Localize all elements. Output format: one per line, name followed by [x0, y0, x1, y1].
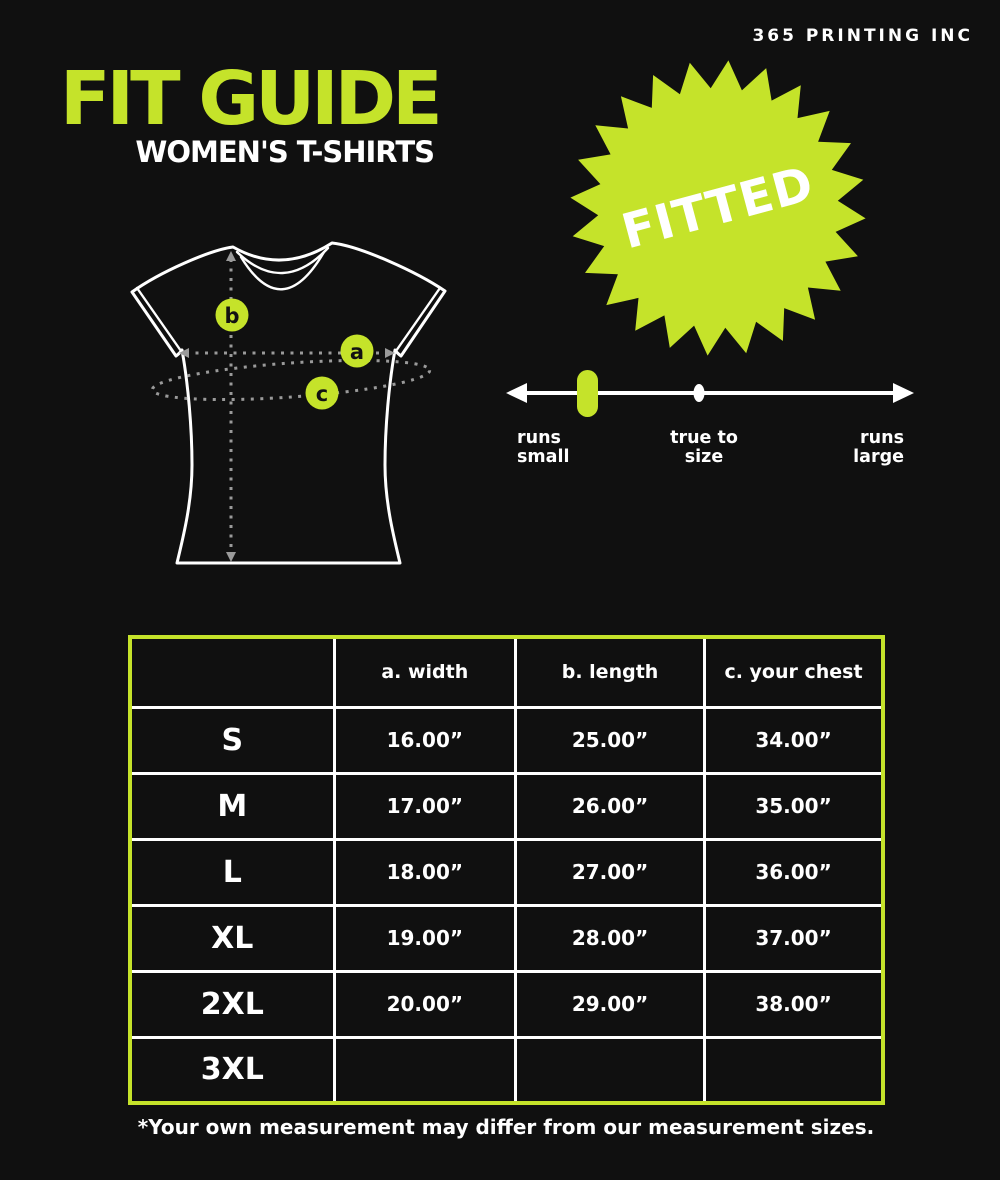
- fitted-badge-label: FITTED: [616, 155, 820, 261]
- length-value: 27.00”: [516, 839, 705, 905]
- width-value: 17.00”: [334, 773, 515, 839]
- marker-b-label: b: [224, 304, 240, 328]
- table-row-s: [130, 707, 883, 773]
- chest-value: 38.00”: [705, 971, 883, 1037]
- table-row-m: [130, 773, 883, 839]
- fit-scale: [505, 368, 915, 423]
- marker-a-label: a: [349, 340, 365, 364]
- length-value: 28.00”: [516, 905, 705, 971]
- chest-value: [705, 1037, 883, 1103]
- scale-label-true-to-size: true to size: [670, 428, 738, 467]
- size-label: XL: [130, 905, 334, 971]
- table-row-l: [130, 839, 883, 905]
- marker-c-label: c: [315, 382, 329, 406]
- size-label: 3XL: [130, 1037, 334, 1103]
- length-arrow-bottom: [226, 552, 236, 562]
- scale-center-dot: [694, 384, 705, 402]
- width-value: 16.00”: [334, 707, 515, 773]
- length-value: [516, 1037, 705, 1103]
- right-cuff-line: [396, 288, 440, 351]
- brand-name: 365 PRINTING INC: [752, 26, 973, 46]
- chest-value: 37.00”: [705, 905, 883, 971]
- width-value: 20.00”: [334, 971, 515, 1037]
- scale-arrow-right: [893, 383, 914, 403]
- size-label: S: [130, 707, 334, 773]
- length-value: 29.00”: [516, 971, 705, 1037]
- width-value: 18.00”: [334, 839, 515, 905]
- table-header-row: [130, 637, 883, 707]
- size-table: [128, 635, 885, 1105]
- tshirt-outline: [132, 243, 445, 563]
- length-value: 25.00”: [516, 707, 705, 773]
- chest-value: 34.00”: [705, 707, 883, 773]
- tshirt-diagram: [120, 228, 470, 578]
- page-subtitle: WOMEN'S T-SHIRTS: [135, 135, 434, 169]
- size-label: M: [130, 773, 334, 839]
- width-value: 19.00”: [334, 905, 515, 971]
- table-row-2xl: [130, 971, 883, 1037]
- header-width: a. width: [334, 637, 515, 707]
- scale-label-runs-small: runs small: [517, 428, 570, 467]
- header-chest: c. your chest: [705, 637, 883, 707]
- size-label: L: [130, 839, 334, 905]
- fitted-badge: [563, 53, 873, 363]
- header-length: b. length: [516, 637, 705, 707]
- chest-value: 35.00”: [705, 773, 883, 839]
- width-value: [334, 1037, 515, 1103]
- scale-label-runs-large: runs large: [853, 428, 904, 467]
- length-value: 26.00”: [516, 773, 705, 839]
- table-row-3xl: [130, 1037, 883, 1103]
- footnote: *Your own measurement may differ from our measurement sizes.: [137, 1115, 875, 1139]
- length-arrow-top: [226, 251, 236, 261]
- scale-marker-pill: [577, 370, 598, 417]
- size-label: 2XL: [130, 971, 334, 1037]
- page-title: FIT GUIDE: [60, 56, 439, 142]
- table-row-xl: [130, 905, 883, 971]
- header-empty-cell: [130, 637, 334, 707]
- chest-value: 36.00”: [705, 839, 883, 905]
- left-cuff-line: [137, 288, 181, 351]
- scale-arrow-left: [506, 383, 527, 403]
